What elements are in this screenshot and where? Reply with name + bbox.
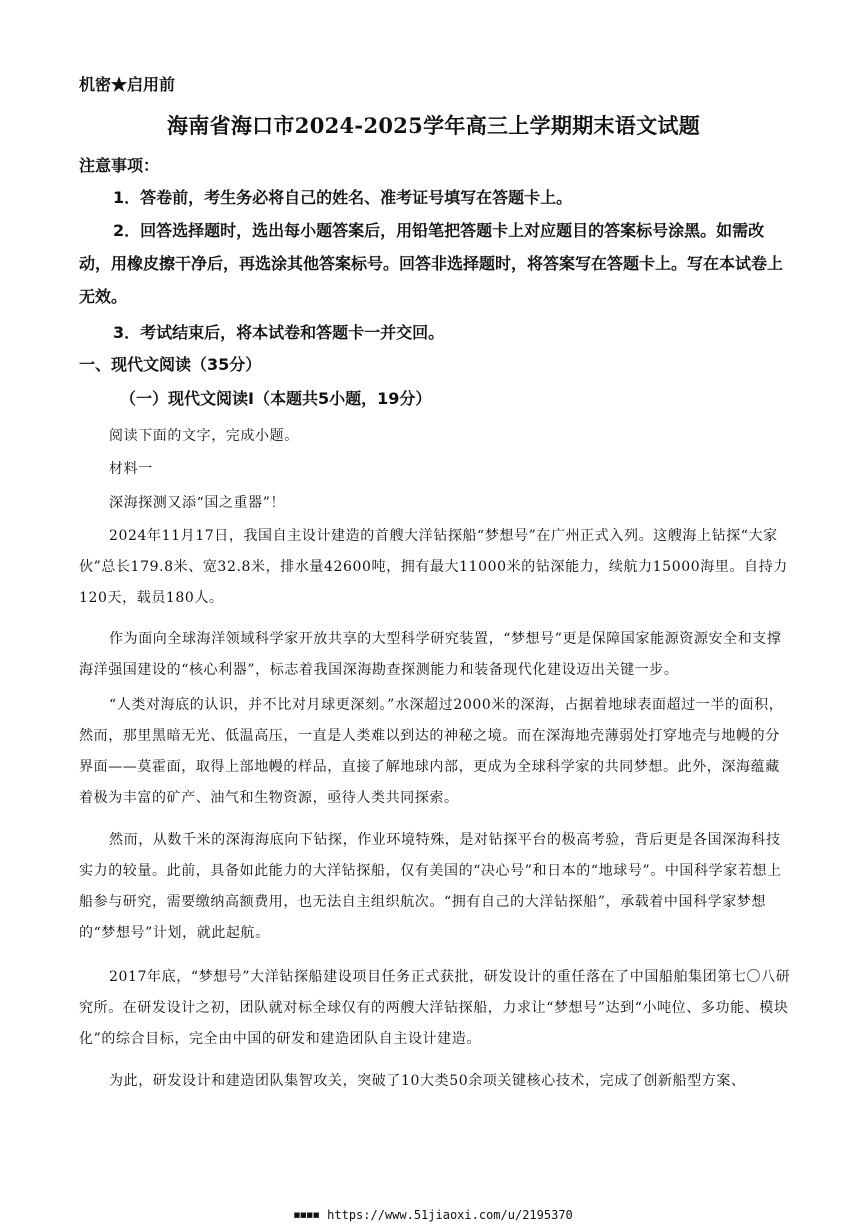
- article-headline: 深海探测又添“国之重器”！: [109, 495, 286, 511]
- article-paragraph: 为此，研发设计和建造团队集智攻关，突破了10大类50余项关键核心技术，完成了创新船型方案、: [109, 1073, 746, 1089]
- notice-heading: 注意事项：: [79, 156, 160, 175]
- notice-item: 3．考试结束后，将本试卷和答题卡一并交回。: [113, 323, 445, 342]
- section-heading: 一、现代文阅读（35分）: [79, 355, 262, 374]
- footer-url-link[interactable]: https://www.51jiaoxi.com/u/2195370: [327, 1208, 573, 1222]
- article-paragraph: “人类对海底的认识，并不比对月球更深刻。”水深超过2000米的深海，占据着地球表面超过一半的面积，然而，那里黑暗无光、低温高压，一直是人类难以到达的神秘之境。而在深海地壳薄弱处打穿地壳与地幔的分界面——莫霍面，取得上部地幔的样品，直接了解地球内部，更成为全球科学家的共同梦想。此外，深海蕴藏着极为丰富的矿产、油气和生物资源，亟待人类共同探索。: [79, 697, 784, 806]
- reading-instruction: 阅读下面的文字，完成小题。: [109, 428, 299, 444]
- article-paragraph: 作为面向全球海洋领域科学家开放共享的大型科学研究装置，“梦想号”更是保障国家能源资源安全和支撑海洋强国建设的“核心利器”，标志着我国深海勘查探测能力和装备现代化建设迈出关键一步。: [79, 631, 782, 678]
- material-label: 材料一: [109, 461, 153, 477]
- footer-dots: ■■■■: [294, 1210, 320, 1221]
- article-paragraph: 然而，从数千米的深海海底向下钻探，作业环境特殊，是对钻探平台的极高考验，背后更是各国深海科技实力的较量。此前，具备如此能力的大洋钻探船，仅有美国的“决心号”和日本的“地球号”。中国科学家若想上船参与研究，需要缴纳高额费用，也无法自主组织航次。“拥有自己的大洋钻探船”，承载着中国科学家梦想的“梦想号”计划，就此起航。: [79, 832, 782, 941]
- notice-item: 1．答卷前，考生务必将自己的姓名、准考证号填写在答题卡上。: [113, 188, 573, 207]
- subsection-heading: （一）现代文阅读Ⅰ（本题共5小题，19分）: [120, 389, 432, 408]
- footer: [0, 1208, 867, 1222]
- article-paragraph: 2017年底，“梦想号”大洋钻探船建设项目任务正式获批，研发设计的重任落在了中国船舶集团第七〇八研究所。在研发设计之初，团队就对标全球仅有的两艘大洋钻探船，力求让“梦想号”达到“小吨位、多功能、模块化”的综合目标，完全由中国的研发和建造团队自主设计建造。: [79, 969, 791, 1047]
- confidential-mark: 机密★启用前: [79, 75, 176, 94]
- page-title: 海南省海口市2024-2025学年高三上学期期末语文试题: [166, 113, 700, 138]
- article-paragraph: 2024年11月17日，我国自主设计建造的首艘大洋钻探船“梦想号”在广州正式入列。这艘海上钻探“大家伙”总长179.8米、宽32.8米，排水量42600吨，拥有最大11000米的钻深能力，续航力15000海里。自持力120天，载员180人。: [79, 528, 788, 606]
- notice-item: 2．回答选择题时，选出每小题答案后，用铅笔把答题卡上对应题目的答案标号涂黑。如需改动，用橡皮擦干净后，再选涂其他答案标号。回答非选择题时，将答案写在答题卡上。写在本试卷上无效。: [79, 221, 784, 306]
